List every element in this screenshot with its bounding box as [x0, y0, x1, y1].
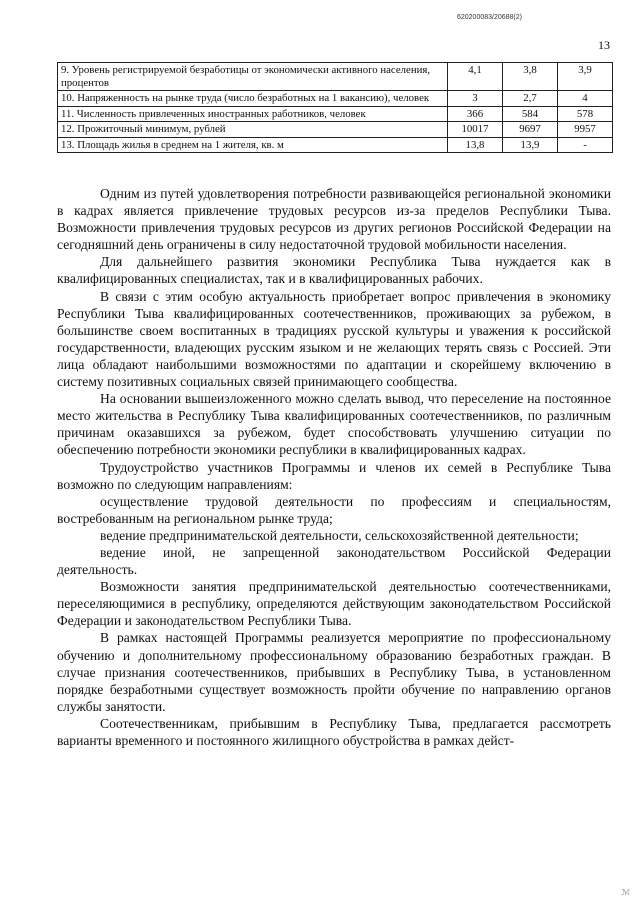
list-item: осуществление трудовой деятельности по профессиям и специальностям, востребованным на региональном рынке труда; [57, 493, 611, 526]
row-value: 584 [503, 106, 558, 122]
row-value: 3 [448, 91, 503, 107]
row-label: 9. Уровень регистрируемой безработицы от экономически активного населения, процентов [58, 63, 448, 91]
row-value: 3,9 [558, 63, 613, 91]
table-row [58, 63, 613, 91]
table-row [58, 91, 613, 107]
table-row [58, 106, 613, 122]
row-value: 13,9 [503, 137, 558, 153]
paragraph: Трудоустройство участников Программы и членов их семей в Республике Тыва возможно по следующим направлениям: [57, 459, 611, 492]
row-value: 9697 [503, 122, 558, 138]
document-code: 620200083/20688(2) [456, 14, 522, 21]
row-label: 13. Площадь жилья в среднем на 1 жителя, кв. м [58, 137, 448, 153]
paragraph: Возможности занятия предпринимательской деятельностью соотечественниками, переселяющимися в республику, определяются действующим законодательством Российской Федерации и законодательством Республики Тыва. [57, 579, 611, 629]
paragraph: Для дальнейшего развития экономики Республика Тыва нуждается как в квалифицированных специалистах, так и в квалифицированных рабочих. [57, 254, 611, 287]
row-value: 9957 [558, 122, 613, 138]
row-value: 2,7 [503, 91, 558, 107]
paragraph: На основании вышеизложенного можно сделать вывод, что переселение на постоянное место жительства в Республику Тыва квалифицированных соотечественников, по различным причинам оказавшихся за рубежом, будет способствовать улучшению ситуации по обеспечению потребности экономики республики в квалифицированных кадрах. [57, 391, 611, 458]
row-value: 4 [558, 91, 613, 107]
row-label: 10. Напряженность на рынке труда (число безработных на 1 вакансию), человек [58, 91, 448, 107]
paragraph: В рамках настоящей Программы реализуется мероприятие по профессиональному обучению и дополнительному профессиональному образованию безработных граждан. В случае признания соотечественников, прибывших в Республику Тыва, в установленном порядке безработными существует возможность пройти обучение по направлению органов службы занятости. [57, 630, 611, 714]
page-number: 13 [598, 38, 610, 52]
paragraph: Соотечественникам, прибывшим в Республику Тыва, предлагается рассмотреть варианты временного и постоянного жилищного обустройства в рамках дейст- [57, 715, 611, 748]
paragraph: В связи с этим особую актуальность приобретает вопрос привлечения в экономику Республики Тыва квалифицированных соотечественников, проживающих за рубежом, в большинстве своем воспитанных в традициях русской культуры и уважения к российской государственности, владеющих русским языком и не желающих терять связь с Россией. Эти лица обладают наибольшими возможностями по адаптации и скорейшему включению в систему позитивных социальных связей принимающего сообщества. [57, 288, 611, 390]
document-body [57, 185, 611, 749]
table-row [58, 137, 613, 153]
paragraph: Одним из путей удовлетворения потребности развивающейся региональной экономики в кадрах является привлечение трудовых ресурсов из-за пределов Республики Тыва. Возможности привлечения трудовых ресурсов из других регионов Российской Федерации на сегодняшний день ограничены в силу недостаточной трудовой мобильности населения. [57, 186, 611, 253]
row-label: 11. Численность привлеченных иностранных работников, человек [58, 106, 448, 122]
list-item: ведение иной, не запрещенной законодательством Российской Федерации деятельность. [57, 544, 611, 578]
row-value: 10017 [448, 122, 503, 138]
row-value: 366 [448, 106, 503, 122]
row-value: 578 [558, 106, 613, 122]
list-item: ведение предпринимательской деятельности, сельскохозяйственной деятельности; [100, 527, 579, 543]
row-value: - [558, 137, 613, 153]
row-label: 12. Прожиточный минимум, рублей [58, 122, 448, 138]
statistics-table [57, 62, 613, 153]
row-value: 3,8 [503, 63, 558, 91]
row-value: 13,8 [448, 137, 503, 153]
row-value: 4,1 [448, 63, 503, 91]
corner-mark: ℳ [621, 888, 630, 897]
table-row [58, 122, 613, 138]
